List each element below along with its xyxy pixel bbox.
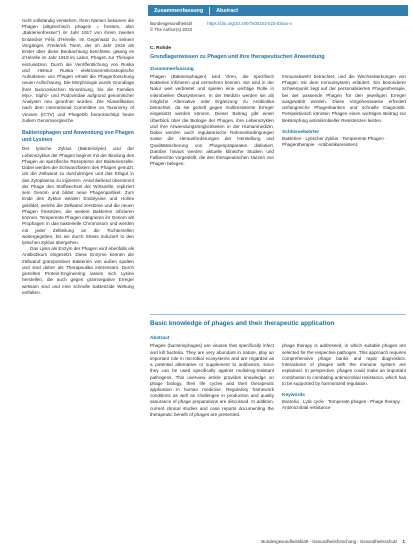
german-col-1: [150, 74, 274, 168]
english-abstract-body: [150, 343, 406, 418]
body-paragraph: Immunabwehr betrachtet, und die Wechselwirkungen von Phagen mit dem Immunsystem erläutert. Ein besonderer Schwerpunkt liegt auf der personalisierten Phagentherapie, bei der passende Phagen für den jeweiligen Erreger ausgewählt werden. Diese Vorgehensweise erfordert umfangreiche Phagenbanken und schnelle Diagnostik. Perspektivisch könnten Phagen einen wichtigen Beitrag zur Bekämpfung antimikrobieller Resistenzen leisten.: [282, 74, 406, 123]
english-title: Basic knowledge of phages and their therapeutic application: [150, 320, 335, 327]
body-paragraph: Der lytische Zyklus (Bakteriolyse) und der Lebenszyklus der Phagen beginnt mit der Bindung des Phagen an spezifische Rezeptoren der Bakterienzelle. Dabei werden die Schwanzfasern des Phagen genutzt, um die Zellwand zu durchdringen und das Erbgut in das Zytoplasma zu injizieren. Anschließend übernimmt der Phage den Stoffwechsel der Wirtszelle, repliziert sein Genom und bildet neue Phagenpartikel. Zum Ende des Zyklus werden Endolysine und Holine gebildet, welche die Zellwand zerstören und die neuen Phagen freisetzen, die weitere Bakterien infizieren können. Temperente Phagen integrieren ihr Genom als Prophagen in das bakterielle Chromosom und werden mit jeder Zellteilung an die Tochterzellen weitergegeben, bis sie durch Stress induziert in den lytischen Zyklus übergehen.: [22, 146, 134, 245]
page-number: 1: [402, 539, 405, 544]
tab-zusammenfassung[interactable]: Zusammenfassung: [154, 7, 204, 14]
journal-name: Bundesgesundheitsbl: [150, 21, 192, 26]
german-abstract-heading: Zusammenfassung: [150, 67, 194, 73]
doi-link[interactable]: https://doi.org/10.1007/s00103-023-03xxx-x: [207, 21, 292, 26]
body-paragraph: nicht vollständig verstehen. Ihren Namen bekamen die Phagen (altgriechisch phagein = fressen, also „Bakterienfresser“) im Jahr 1917 von ihrem zweiten Entdecker Félix d’Hérelle. Im Gegensatz zu seinem Vorgänger, Frederick Twort, der im Jahr 1915 als Erster über diese Beobachtung berichtete, gelang es d’Hérelle im Jahr 1919 im Labor, Phagen zur Therapie einzusetzen. Durch die Veröffentlichung von Ruska und Helmut Ruska elektronenmikroskopische Aufnahmen von Phagen erhielt die Phagenforschung neuen Aufschwung. Die Morphologie wurde Grundlage ihrer taxonomischen Einordnung, bis die Familien Myo-, Sipho- und Podoviridae aufgrund genomischer Analysen neu geordnet wurden. Die Klassifikation nach dem International Committee on Taxonomy of Viruses (ICTV) und PhageDb berücksichtigt heute zudem Genomvergleiche.: [22, 18, 134, 123]
english-col-1: [150, 343, 274, 418]
article-metadata: [150, 21, 406, 34]
left-column: [22, 18, 134, 296]
english-col-2: [282, 343, 406, 418]
section-divider: [150, 314, 406, 315]
tab-abstract[interactable]: Abstract: [216, 7, 239, 14]
body-paragraph: phage therapy is addressed, in which suitable phages are selected for the respective pathogen. This approach requires comprehensive phage banks and rapid diagnostics. Interactions of phages with the immune system are explained. In perspective, phages could make an important contribution to combating antimicrobial resistance, which has to be supported by harmonized regulation.: [282, 343, 406, 386]
german-keywords: Bakterien · Lytischer Zyklus · Temperente Phagen · Phagentherapie · Antibiotikaresistenz: [282, 135, 387, 148]
english-abstract: [150, 320, 406, 418]
author-name: C. Rohde: [150, 46, 172, 51]
body-paragraph: Das Lysin als Enzym der Phagen wird ebenfalls als Antibiotikum eingesetzt. Diese Enzyme können die Zellwand grampositiver Bakterien von außen spalten und sind daher als Therapeutika interessant. Durch gezieltes Protein-Engineering lassen sich Lysine herstellen, die auch gegen gramnegative Erreger wirksam sind und eine schnelle bakterizide Wirkung entfalten.: [22, 246, 135, 295]
section-heading: Bakteriophagen und Anwendung von Phagen und Lysinen: [22, 129, 134, 143]
footer-journal: Bundesgesundheitsblatt - Gesundheitsforschung - Gesundheitsschutz: [261, 539, 398, 544]
abstract-tab-bar: [148, 5, 408, 16]
english-abstract-heading: Abstract: [150, 336, 170, 342]
page-footer: [155, 539, 405, 544]
body-paragraph: Phages (bacteriophages) are viruses that specifically infect and kill bacteria. They are very abundant in nature, play an important role in microbial ecosystems and are regarded as a potential alternative or supplement to antibiotics, since they can be used specifically against multidrug-resistant pathogens. This overview article provides knowledge on phage biology, their life cycles and their therapeutic application in human medicine. Regulatory framework conditions as well as challenges in production and quality assurance of phage preparations are discussed. In addition, current clinical studies and case reports documenting the therapeutic benefit of phages are presented.: [150, 343, 274, 417]
body-paragraph: Phagen (Bakteriophagen) sind Viren, die spezifisch Bakterien infizieren und vermehren können. Sie sind in der Natur weit verbreitet und spielen eine wichtige Rolle in mikrobiellen Ökosystemen. In der Medizin werden sie als mögliche Alternative oder Ergänzung zu Antibiotika betrachtet, da sie gezielt gegen multiresistente Erreger eingesetzt werden können. Dieser Beitrag gibt einen Überblick über die Biologie der Phagen, ihre Lebenszyklen und ihre Anwendungsmöglichkeiten in der Humanmedizin. Dabei werden auch regulatorische Rahmenbedingungen sowie die Herausforderungen der Herstellung und Qualitätssicherung von Phagenpräparaten diskutiert. Darüber hinaus werden aktuelle klinische Studien und Fallberichte vorgestellt, die den therapeutischen Nutzen von Phagen belegen.: [150, 74, 274, 167]
copyright-line: © The Author(s) 2023: [150, 27, 192, 33]
english-keywords-heading: Keywords: [282, 392, 305, 398]
german-title: Grundlagenwissen zu Phagen und ihre therapeutischen Anwendung: [150, 54, 325, 60]
german-abstract-body: [150, 74, 406, 168]
german-abstract: [150, 46, 406, 168]
english-keywords: Bacteria · Lytic cycle · Temperate phages · Phage therapy · Antimicrobial resistance: [282, 398, 403, 411]
german-col-2: [282, 74, 406, 168]
german-keywords-heading: Schlüsselwörter: [282, 129, 320, 135]
